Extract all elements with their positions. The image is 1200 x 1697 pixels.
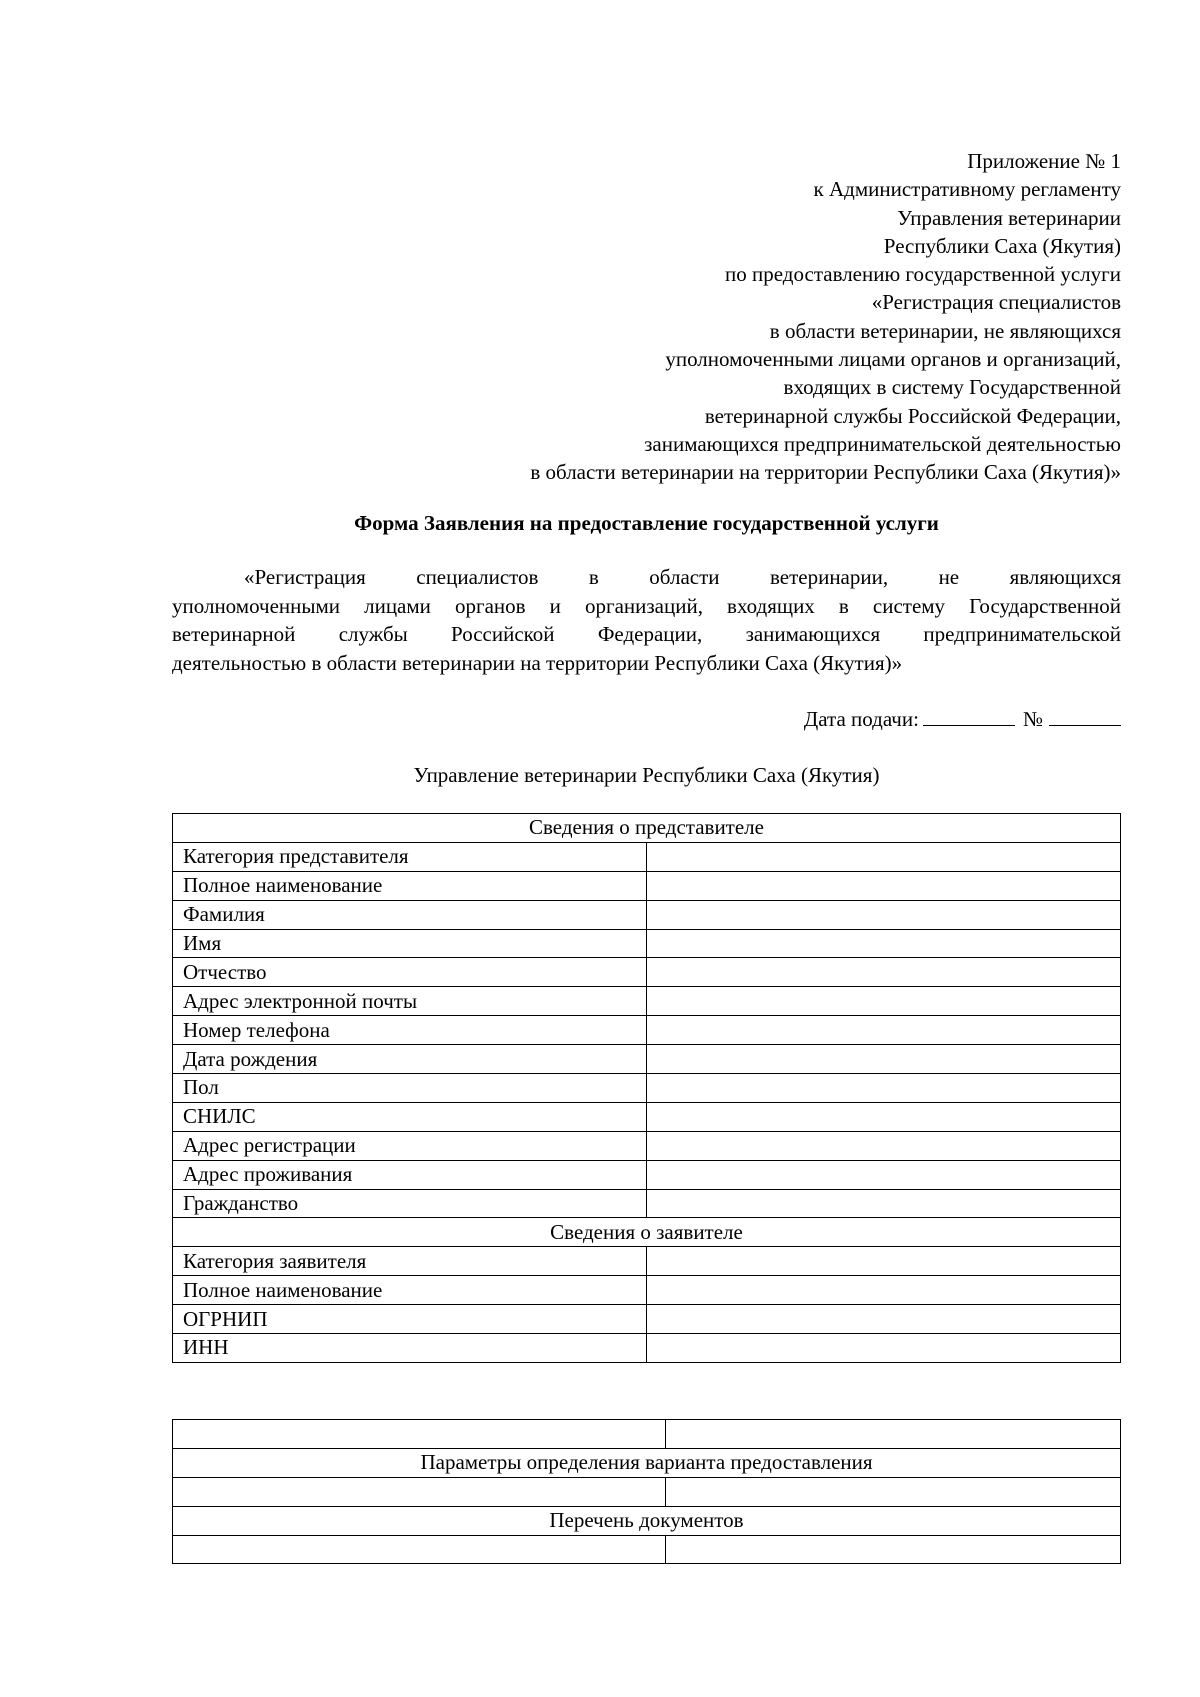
table-row — [173, 1334, 1121, 1363]
field-label: Категория представителя — [173, 842, 647, 871]
table-row — [173, 1189, 1121, 1218]
field-label: Полное наименование — [173, 1276, 647, 1305]
field-label: СНИЛС — [173, 1102, 647, 1131]
appendix-line: «Регистрация специалистов — [871, 290, 1121, 315]
field-value-cell[interactable] — [647, 1160, 1121, 1189]
appendix-line: занимающихся предпринимательской деятельностью — [644, 431, 1121, 456]
documents-list-title: Перечень документов — [173, 1506, 1121, 1535]
appendix-line: Республики Саха (Якутия) — [883, 233, 1121, 258]
empty-cell[interactable] — [666, 1535, 1121, 1564]
field-label: Гражданство — [173, 1189, 647, 1218]
appendix-line: ветеринарной службы Российской Федерации, — [704, 403, 1121, 428]
submission-number-label: № — [1022, 707, 1043, 731]
table-row — [173, 987, 1121, 1016]
field-value-cell[interactable] — [647, 900, 1121, 929]
table-row — [173, 1102, 1121, 1131]
table-row — [173, 958, 1121, 987]
field-value-cell[interactable] — [647, 929, 1121, 958]
table-row — [173, 1276, 1121, 1305]
field-label: Полное наименование — [173, 871, 647, 900]
field-label: Адрес регистрации — [173, 1131, 647, 1160]
parameters-table — [172, 1419, 1121, 1564]
service-description-line: уполномоченными лицами органов и организаций, входящих в систему Государственной — [172, 593, 1121, 618]
field-label: ОГРНИП — [173, 1305, 647, 1334]
appendix-line: по предоставлению государственной услуги — [725, 262, 1121, 287]
submission-date-line — [600, 705, 1121, 733]
empty-cell[interactable] — [173, 1477, 666, 1506]
field-label: Адрес проживания — [173, 1160, 647, 1189]
empty-cell[interactable] — [666, 1420, 1121, 1449]
table-row — [173, 1160, 1121, 1189]
appendix-line: Приложение № 1 — [967, 149, 1121, 173]
field-value-cell[interactable] — [647, 1074, 1121, 1103]
field-label: Дата рождения — [173, 1045, 647, 1074]
representative-section-title: Сведения о представителе — [173, 814, 1121, 843]
field-value-cell[interactable] — [647, 842, 1121, 871]
table-row — [173, 1074, 1121, 1103]
table-row — [173, 929, 1121, 958]
empty-cell[interactable] — [173, 1535, 666, 1564]
field-label: Пол — [173, 1074, 647, 1103]
form-title: Форма Заявления на предоставление государственной услуги — [354, 511, 939, 535]
field-label: Категория заявителя — [173, 1247, 647, 1276]
empty-cell[interactable] — [666, 1477, 1121, 1506]
table-row — [173, 842, 1121, 871]
appendix-line: уполномоченными лицами органов и организаций, — [665, 347, 1121, 372]
field-value-cell[interactable] — [647, 1334, 1121, 1363]
table-row — [173, 1131, 1121, 1160]
table-row — [173, 1535, 1121, 1564]
section-header-row — [173, 1218, 1121, 1247]
table-row — [173, 1247, 1121, 1276]
section-header-row — [173, 814, 1121, 843]
field-value-cell[interactable] — [647, 1045, 1121, 1074]
table-row — [173, 871, 1121, 900]
empty-cell[interactable] — [173, 1420, 666, 1449]
field-value-cell[interactable] — [647, 987, 1121, 1016]
service-description — [172, 563, 1121, 677]
variant-parameters-title: Параметры определения варианта предоставления — [173, 1448, 1121, 1477]
field-value-cell[interactable] — [647, 1247, 1121, 1276]
table-row — [173, 1045, 1121, 1074]
section-header-row — [173, 1448, 1121, 1477]
appendix-line: к Административному регламенту — [813, 177, 1121, 202]
field-value-cell[interactable] — [647, 1131, 1121, 1160]
table-row — [173, 1420, 1121, 1449]
field-label: Отчество — [173, 958, 647, 987]
table-row — [173, 1016, 1121, 1045]
organization-name: Управление ветеринарии Республики Саха (Якутия) — [413, 763, 880, 787]
field-label: ИНН — [173, 1334, 647, 1363]
appendix-line: Управления ветеринарии — [897, 205, 1121, 230]
field-value-cell[interactable] — [647, 1276, 1121, 1305]
appendix-header — [380, 147, 1121, 487]
field-label: Фамилия — [173, 900, 647, 929]
field-label: Имя — [173, 929, 647, 958]
service-description-line: ветеринарной службы Российской Федерации, занимающихся предпринимательской — [172, 622, 1121, 646]
table-row — [173, 900, 1121, 929]
applicant-info-table — [172, 813, 1121, 1363]
appendix-line: в области ветеринарии на территории Республики Саха (Якутия)» — [530, 460, 1121, 485]
field-value-cell[interactable] — [647, 1189, 1121, 1218]
table-row — [173, 1477, 1121, 1506]
service-description-line: деятельностью в области ветеринарии на территории Республики Саха (Якутия)» — [172, 650, 903, 675]
field-value-cell[interactable] — [647, 871, 1121, 900]
section-header-row — [173, 1506, 1121, 1535]
field-label: Номер телефона — [173, 1016, 647, 1045]
service-description-line: «Регистрация специалистов в области ветеринарии, не являющихся — [244, 565, 1121, 589]
submission-date-field[interactable] — [923, 707, 1015, 726]
submission-date-label: Дата подачи: — [803, 707, 919, 731]
appendix-line: в области ветеринарии, не являющихся — [769, 318, 1121, 343]
table-row — [173, 1305, 1121, 1334]
field-value-cell[interactable] — [647, 958, 1121, 987]
appendix-line: входящих в систему Государственной — [783, 375, 1121, 400]
applicant-section-title: Сведения о заявителе — [173, 1218, 1121, 1247]
field-value-cell[interactable] — [647, 1305, 1121, 1334]
field-value-cell[interactable] — [647, 1016, 1121, 1045]
submission-number-field[interactable] — [1049, 707, 1121, 726]
field-value-cell[interactable] — [647, 1102, 1121, 1131]
field-label: Адрес электронной почты — [173, 987, 647, 1016]
